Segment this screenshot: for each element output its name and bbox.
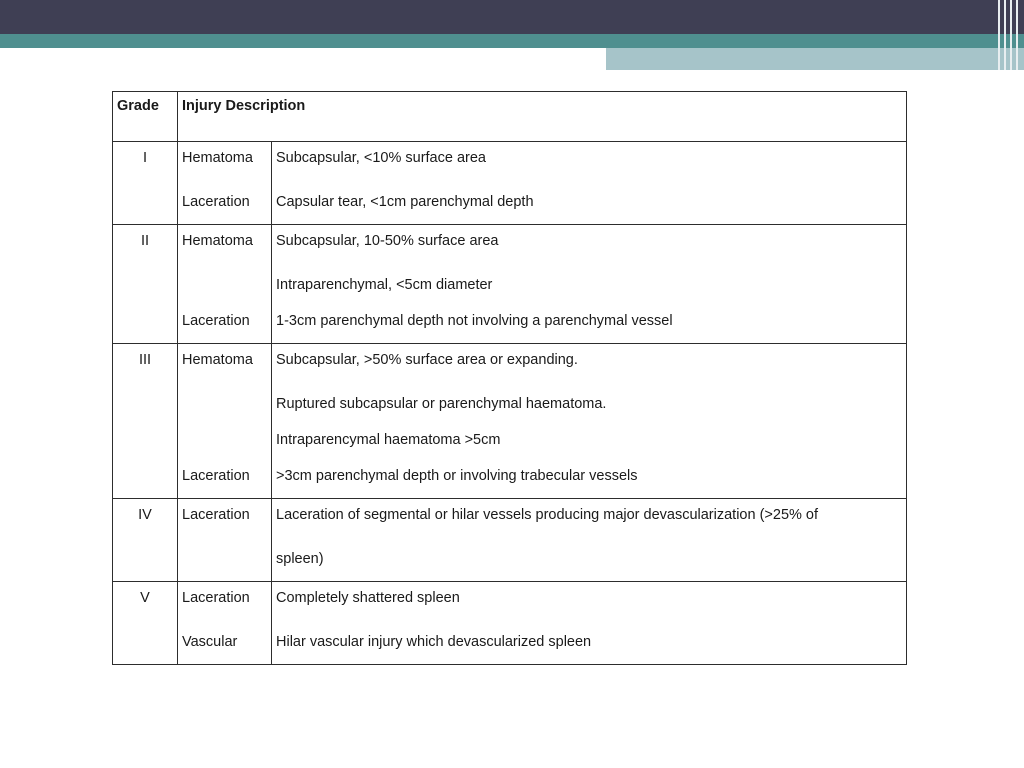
table-row	[113, 344, 907, 499]
grade-label: II	[140, 233, 150, 249]
grade-label: IV	[138, 507, 152, 523]
description-line: Ruptured subcapsular or parenchymal haematoma.	[276, 396, 607, 412]
injury-type-cell	[178, 582, 272, 665]
header-grade: Grade	[113, 92, 178, 142]
spacer	[182, 386, 267, 422]
decorative-lines	[994, 0, 1024, 70]
injury-grading-table	[112, 91, 907, 665]
description-line: Hilar vascular injury which devascularized spleen	[276, 634, 592, 650]
table-body	[113, 142, 907, 665]
description-cell	[272, 142, 907, 225]
injury-type-label: Laceration	[182, 468, 250, 484]
spacer	[182, 422, 267, 458]
spacer	[182, 267, 267, 303]
grade-label: III	[138, 352, 152, 368]
table-row	[113, 582, 907, 665]
injury-type-label: Laceration	[182, 194, 250, 210]
grade-cell	[113, 582, 178, 665]
title-bar-band	[0, 0, 1024, 34]
grade-cell	[113, 344, 178, 499]
spacer	[182, 541, 267, 577]
injury-type-cell	[178, 344, 272, 499]
injury-type-label: Hematoma	[182, 150, 253, 166]
description-line: >3cm parenchymal depth or involving trabecular vessels	[276, 468, 638, 484]
injury-type-cell	[178, 142, 272, 225]
description-cell	[272, 499, 907, 582]
grade-label: V	[140, 590, 150, 606]
description-cell	[272, 225, 907, 344]
injury-type-label: Laceration	[182, 590, 250, 606]
grade-cell	[113, 142, 178, 225]
grade-cell	[113, 225, 178, 344]
grade-label: I	[142, 150, 148, 166]
description-line: Subcapsular, <10% surface area	[276, 150, 486, 166]
description-line: 1-3cm parenchymal depth not involving a parenchymal vessel	[276, 313, 673, 329]
description-line: Subcapsular, >50% surface area or expanding.	[276, 352, 578, 368]
injury-type-label: Hematoma	[182, 233, 253, 249]
description-cell	[272, 582, 907, 665]
table-header-row	[113, 92, 907, 142]
table-row	[113, 499, 907, 582]
description-line: Subcapsular, 10-50% surface area	[276, 233, 499, 249]
description-cell	[272, 344, 907, 499]
header-injury-description: Injury Description	[178, 92, 907, 142]
injury-type-label: Vascular	[182, 634, 238, 650]
injury-type-cell	[178, 225, 272, 344]
injury-type-label: Laceration	[182, 507, 250, 523]
description-line: Laceration of segmental or hilar vessels producing major devascularization (>25% of	[276, 507, 819, 523]
accent-band-light	[606, 48, 1024, 70]
table-row	[113, 225, 907, 344]
injury-type-label: Laceration	[182, 313, 250, 329]
slide-content	[112, 91, 906, 665]
description-line: Intraparenchymal, <5cm diameter	[276, 277, 493, 293]
accent-band	[0, 34, 1024, 48]
injury-type-label: Hematoma	[182, 352, 253, 368]
injury-type-cell	[178, 499, 272, 582]
description-line: Capsular tear, <1cm parenchymal depth	[276, 194, 534, 210]
description-line: Completely shattered spleen	[276, 590, 460, 606]
grade-cell	[113, 499, 178, 582]
description-line: Intraparencymal haematoma >5cm	[276, 432, 501, 448]
description-line: spleen)	[276, 551, 324, 567]
table-row	[113, 142, 907, 225]
